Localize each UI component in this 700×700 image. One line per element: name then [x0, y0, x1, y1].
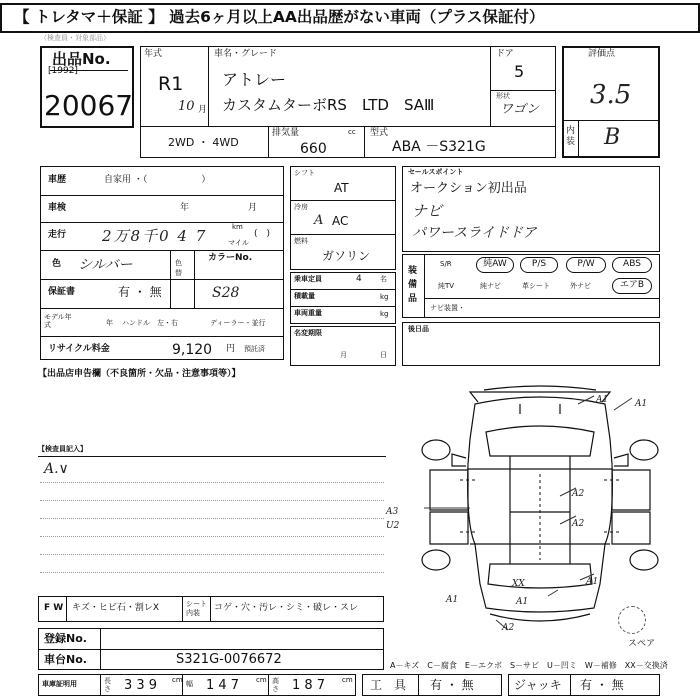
model-grade: カスタムターボRS LTD SAⅢ [222, 96, 435, 114]
chassis-value: S321G-0076672 [176, 652, 282, 667]
cert-div-1 [100, 674, 101, 696]
defects-items: キズ・ヒビ石・割レX [72, 603, 159, 613]
equipment-divider [424, 254, 425, 318]
type-value: ABA －S321G [392, 139, 486, 155]
recycle-value: 9,120 [172, 342, 213, 358]
row-line-1 [40, 195, 284, 196]
equip-navi: 純ナビ [480, 282, 501, 290]
inspection-month-unit: 月 [248, 203, 258, 213]
diagram-mark-a1-top: A1 [596, 395, 609, 405]
ac-divider [290, 234, 396, 235]
right-mirror [614, 454, 628, 466]
displacement-unit: cc [348, 128, 356, 136]
diagram-mark-a2-right-1: A2 [572, 489, 585, 499]
equip-power-steering-label: P/S [531, 259, 547, 269]
left-mirror [452, 454, 466, 466]
cert-len-unit: cm [172, 676, 183, 684]
shape-value: ワゴン [500, 102, 540, 117]
mileage-unit-km: km [232, 223, 243, 231]
interior-divider [578, 120, 579, 158]
displacement-divider [364, 126, 365, 158]
capacity-value: 4 [356, 274, 362, 284]
row-line-5 [40, 308, 284, 309]
spare-label: スペア [628, 639, 656, 649]
equip-power-steering [520, 257, 558, 273]
dotted-line-1 [40, 482, 384, 483]
score-value: 3.5 [590, 80, 632, 110]
dotted-line-4 [40, 536, 384, 537]
history-value: 自家用 ・（ ） [104, 175, 211, 185]
cert-height-unit: cm [342, 676, 353, 684]
rear-bumper [490, 614, 590, 621]
wheel-rear-right [630, 550, 658, 570]
cert-len-label: 長さ [104, 677, 111, 693]
name-change-label: 名変期限 [294, 329, 322, 337]
right-front-door [612, 470, 650, 510]
cert-width-label: 幅 [186, 680, 193, 688]
defects-fw-label: F W [44, 603, 64, 613]
equipment-row-line [424, 298, 660, 299]
shift-label: シフト [294, 169, 315, 177]
dotted-line-5 [40, 554, 384, 555]
car-rear-window [488, 564, 592, 588]
shift-divider [290, 200, 396, 201]
jack-value: 有 ・ 無 [580, 678, 624, 692]
cert-height-label: 高さ [272, 677, 279, 693]
tools-label: 工 具 [370, 678, 407, 692]
wheel-front-left [422, 440, 450, 460]
ac-label: 冷房 [294, 203, 308, 211]
lot-number: 20067 [44, 89, 134, 122]
warranty-value: 有 ・ 無 [118, 285, 162, 299]
left-rear-door [430, 512, 468, 544]
weight-label: 車両重量 [294, 309, 322, 317]
displacement-value: 660 [300, 141, 327, 157]
weight-unit: kg [380, 310, 389, 318]
ac-mark: A [314, 213, 324, 228]
jack-divider [570, 674, 571, 696]
diagram-mark-a1-corner: A1 [446, 595, 459, 605]
row-line-6 [40, 336, 284, 337]
recycle-label: リサイクル料金 [48, 344, 110, 354]
recycle-unit: 円 [226, 344, 236, 354]
jack-label: ジャッキ [514, 678, 562, 692]
capacity-divider-2 [290, 306, 396, 307]
car-windshield [486, 426, 594, 456]
banner-title: 【 トレタマ＋保証 】 過去6ヶ月以上AA出品歴がない車両（プラス保証付） [14, 8, 545, 26]
lot-small: [1992] [48, 66, 78, 76]
model-year-dealer: ディーラー・並行 [210, 319, 266, 327]
row-line-2 [40, 222, 284, 223]
equip-airbag [612, 278, 652, 294]
equip-navi-device: ナビ装置・ [430, 304, 465, 312]
load-label: 積載量 [294, 292, 315, 300]
diagram-mark-xx: XX [512, 579, 525, 589]
model-year-unit: 年 [106, 319, 113, 327]
front-bumper [484, 386, 596, 390]
color-divider-1 [170, 250, 171, 308]
row-line-4 [40, 279, 284, 280]
fuel-label: 燃料 [294, 237, 308, 245]
color-change-label: 色替 [175, 259, 182, 277]
year-month-unit: 月 [198, 105, 208, 115]
model-year-handle: ハンドル 左・右 [122, 319, 178, 327]
name-change-month: 月 [340, 351, 347, 359]
dotted-line-6 [40, 572, 384, 573]
capacity-unit: 名 [380, 275, 387, 283]
lot-label: 出品No. [52, 50, 111, 68]
dotted-line-2 [40, 500, 384, 501]
inspector-label: 【検査員記入】 [38, 445, 87, 453]
model-name: アトレー [222, 70, 287, 89]
sales-point-line3: パワースライドドア [412, 225, 537, 241]
shift-value: AT [334, 181, 349, 195]
diagram-mark-a1-rear: A1 [516, 597, 529, 607]
chassis-label: 車台No. [44, 653, 87, 666]
top-faint-text: （検査員・対象部品） [40, 34, 110, 42]
ac-value: AC [332, 214, 349, 228]
tools-value: 有 ・ 無 [430, 678, 474, 692]
color-code-label: カラーNo. [208, 253, 253, 263]
registration-label: 登録No. [44, 632, 87, 645]
later-items-label: 後日品 [408, 325, 429, 333]
spare-tire-icon [618, 606, 646, 634]
cert-div-3 [268, 674, 269, 696]
row-line-3 [40, 250, 284, 251]
year-label: 年式 [144, 49, 163, 59]
color-label: 色 [52, 259, 62, 269]
score-label: 評価点 [588, 49, 616, 59]
left-front-door [430, 470, 468, 510]
cert-label: 車庫証明用 [42, 680, 77, 688]
later-items-box [402, 322, 660, 366]
diagram-mark-u2-left: U2 [386, 521, 400, 531]
drive-divider [268, 126, 269, 158]
model-label: 車名・グレード [214, 49, 278, 59]
color-divider-2 [194, 250, 195, 308]
seller-report-label: 【出品店申告欄（不良箇所・欠品・注意事項等）】 [38, 369, 241, 379]
capacity-label: 乗車定員 [294, 275, 322, 283]
defects-divider-1 [66, 596, 67, 622]
diagram-mark-a1-rear-right: A1 [586, 577, 599, 587]
name-change-day: 日 [380, 351, 387, 359]
car-diagram [400, 384, 690, 634]
cert-width-value: 1 4 7 [206, 678, 240, 693]
history-label: 車歴 [48, 175, 67, 185]
shape-label: 形状 [496, 92, 510, 100]
year-month: 10 [178, 99, 195, 114]
sales-point-line1: オークション初出品 [410, 181, 527, 196]
diagram-mark-a2-bottom: A2 [502, 623, 515, 633]
equip-airbag-label: エアB [619, 280, 645, 290]
color-code-value: S28 [212, 285, 240, 301]
sales-point-label: セールスポイント [408, 168, 464, 176]
diagram-mark-a1-right: A1 [635, 399, 648, 409]
defects-seat-label: シート内装 [186, 600, 207, 617]
drive-value: 2WD ・ 4WD [168, 136, 239, 149]
main-row-divider [140, 126, 556, 127]
load-unit: kg [380, 293, 389, 301]
defects-seat-items: コゲ・穴・汚レ・シミ・破レ・スレ [214, 603, 359, 613]
registration-divider [38, 649, 384, 650]
defects-divider-2 [182, 596, 183, 622]
diagram-mark-a3-left: A3 [386, 507, 399, 517]
mileage-value: 2万8千0 4 7 [102, 227, 208, 245]
defects-divider-3 [210, 596, 211, 622]
model-divider [490, 46, 491, 126]
sales-point-line2: ナビ [412, 202, 443, 220]
diagram-mark-a2-right-2: A2 [572, 519, 585, 529]
doors-value: 5 [514, 62, 525, 81]
equip-abs-label: ABS [623, 259, 641, 269]
equip-power-window [566, 257, 606, 273]
cert-width-unit: cm [256, 676, 267, 684]
inspection-label: 車検 [48, 203, 67, 213]
registration-label-divider [100, 628, 101, 670]
score-divider [562, 120, 660, 121]
right-rear-door [612, 512, 650, 544]
capacity-divider-1 [290, 289, 396, 290]
equip-leather: 革シート [522, 282, 550, 290]
mileage-label: 走行 [48, 230, 67, 240]
mileage-paren: ( ) [254, 229, 271, 239]
equip-tv: 純TV [438, 282, 455, 290]
equipment-label: 装備品 [408, 266, 418, 304]
inspector-note: A.∨ [44, 461, 69, 477]
fuel-value: ガソリン [322, 249, 371, 263]
displacement-label: 排気量 [272, 128, 300, 138]
equip-power-window-label: P/W [577, 259, 595, 269]
defect-legend: A－キズ C－腐食 E－エクボ S－サビ U－凹ミ W－補修 XX－交換済 [390, 661, 668, 670]
wheel-rear-left [422, 550, 450, 570]
equip-alloy-wheel [476, 257, 514, 273]
cert-height-value: 1 8 7 [292, 678, 326, 693]
year-divider [208, 46, 209, 126]
mileage-unit-mile: マイル [228, 239, 249, 247]
warranty-label: 保証書 [48, 287, 76, 297]
equip-alloy-wheel-label: 純AW [483, 259, 507, 269]
door-shape-divider [490, 90, 556, 91]
tools-divider [418, 674, 419, 696]
doors-label: ドア [496, 49, 514, 59]
interior-value: B [604, 125, 621, 150]
color-value: シルバー [78, 257, 133, 273]
inspector-top-line [38, 456, 386, 457]
wheel-front-right [630, 440, 658, 460]
interior-label: 内装 [566, 126, 576, 147]
recycle-note: 預託済 [244, 345, 265, 353]
year-era: R1 [158, 73, 184, 95]
model-year-label: モデル年式 [44, 313, 72, 329]
dotted-line-3 [40, 518, 384, 519]
equip-abs [612, 257, 652, 273]
inspection-year-unit: 年 [180, 203, 190, 213]
equip-sr: S/R [440, 260, 452, 268]
equip-ext-navi: 外ナビ [570, 282, 591, 290]
cert-len-value: 3 3 9 [124, 678, 158, 693]
type-label: 型式 [370, 128, 389, 138]
